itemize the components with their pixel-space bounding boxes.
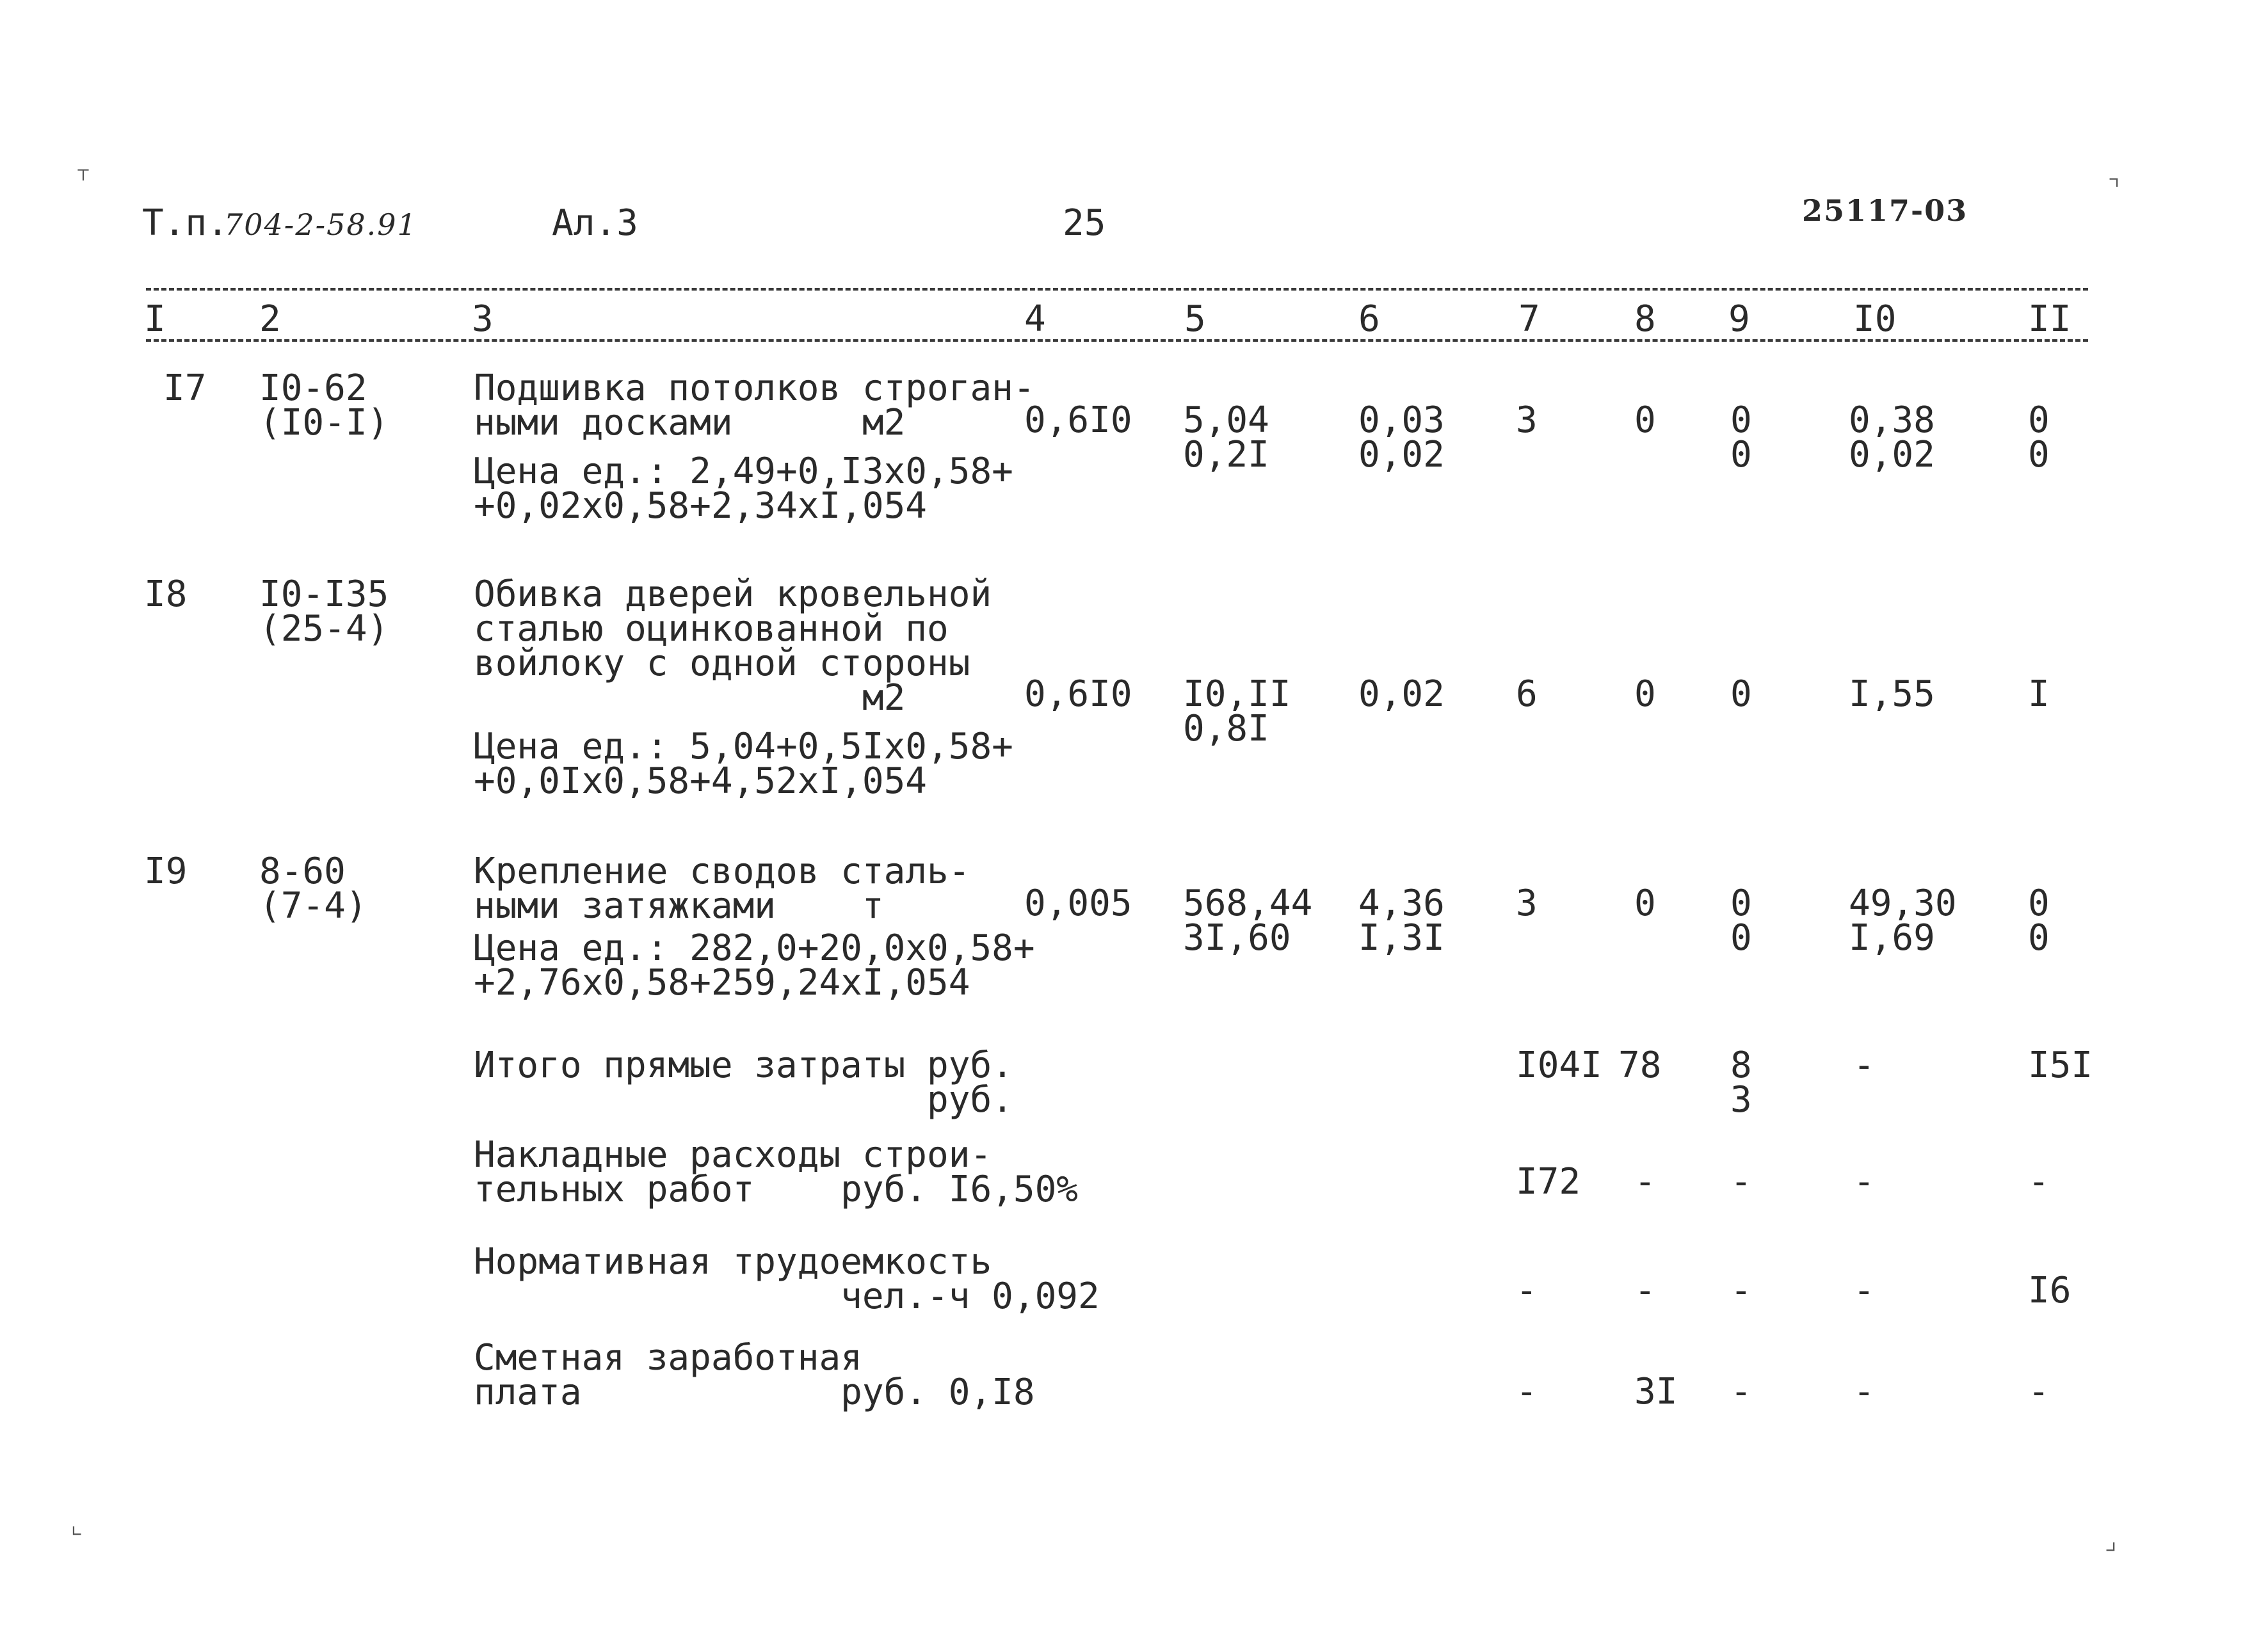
row-col9: 0 0 (1730, 883, 1752, 959)
row-col10: I,55 (1849, 673, 1935, 715)
summary-col9: - (1730, 1161, 1752, 1203)
row-col8: 0 (1634, 399, 1656, 441)
col-header-9: 9 (1728, 298, 1750, 340)
doc-prefix: Т.п. (142, 202, 229, 244)
row-col4: 0,005 (1024, 883, 1132, 924)
row-number: I7 (163, 367, 207, 409)
doc-code: 25117-03 (1802, 193, 1968, 228)
row-number: I8 (144, 573, 188, 615)
summary-col7: - (1516, 1371, 1538, 1413)
summary-col7: I04I (1516, 1045, 1602, 1086)
row-col7: 3 (1516, 399, 1538, 441)
summary-col8: - (1634, 1270, 1656, 1311)
col-header-11: II (2028, 298, 2071, 340)
row-description: Обивка дверей кровельной сталью оцинкованной по войлоку с одной стороны м2 (474, 573, 992, 719)
summary-label: Накладные расходы строи- тельных работ руб. I6,50% (474, 1134, 1079, 1210)
row-col4: 0,6I0 (1024, 673, 1132, 715)
summary-col11: I6 (2028, 1270, 2071, 1311)
summary-col7: I72 (1516, 1161, 1581, 1203)
corner-mark-top-right: ⌝ (2106, 173, 2122, 202)
row-col9: 0 0 (1730, 399, 1752, 476)
row-col7: 3 (1516, 883, 1538, 924)
col-header-10: I0 (1853, 298, 1897, 340)
row-col6: 4,36 I,3I (1358, 883, 1445, 959)
row-col6: 0,03 0,02 (1358, 399, 1445, 476)
col-header-7: 7 (1518, 298, 1540, 340)
col-header-1: I (144, 298, 166, 340)
col-header-2: 2 (259, 298, 281, 340)
col-header-8: 8 (1634, 298, 1656, 340)
col-header-5: 5 (1184, 298, 1206, 340)
row-col5: I0,II 0,8I (1183, 673, 1291, 749)
col-header-4: 4 (1024, 298, 1046, 340)
summary-col8: - (1634, 1161, 1656, 1203)
row-col10: 49,30 I,69 (1849, 883, 1957, 959)
row-code: 8-60 (7-4) (259, 851, 367, 927)
row-col5: 5,04 0,2I (1183, 399, 1269, 476)
summary-col11: - (2028, 1161, 2050, 1203)
row-col11: 0 0 (2028, 883, 2050, 959)
summary-col10: - (1853, 1371, 1875, 1413)
project-number: 704-2-58.91 (224, 207, 417, 242)
row-col8: 0 (1634, 883, 1656, 924)
row-unit-price: Цена ед.: 282,0+20,0x0,58+ +2,76x0,58+259,24xI,054 (474, 927, 1035, 1004)
row-col11: I (2028, 673, 2050, 715)
corner-mark-bottom-left: ⌞ (69, 1510, 85, 1540)
row-col7: 6 (1516, 673, 1538, 715)
header-rule-bottom (146, 339, 2088, 342)
summary-col11: I5I (2028, 1045, 2093, 1086)
summary-col9: 8 3 (1730, 1045, 1752, 1121)
row-col6: 0,02 (1358, 673, 1445, 715)
header-rule-top (146, 288, 2088, 291)
summary-col9: - (1730, 1371, 1752, 1413)
row-col9: 0 (1730, 673, 1752, 715)
summary-col10: - (1853, 1045, 1875, 1086)
col-header-6: 6 (1358, 298, 1380, 340)
summary-col10: - (1853, 1270, 1875, 1311)
summary-col8: 3I (1634, 1371, 1678, 1413)
row-number: I9 (144, 851, 188, 892)
summary-col7: - (1516, 1270, 1538, 1311)
col-header-3: 3 (472, 298, 494, 340)
page-number: 25 (1063, 202, 1106, 244)
summary-col8: 78 (1618, 1045, 1662, 1086)
row-unit-price: Цена ед.: 5,04+0,5Ix0,58+ +0,0Ix0,58+4,52xI,054 (474, 726, 1013, 802)
summary-col9: - (1730, 1270, 1752, 1311)
row-col4: 0,6I0 (1024, 399, 1132, 441)
summary-col11: - (2028, 1371, 2050, 1413)
row-col11: 0 0 (2028, 399, 2050, 476)
row-code: I0-62 (I0-I) (259, 367, 389, 444)
row-col5: 568,44 3I,60 (1183, 883, 1313, 959)
summary-col10: - (1853, 1161, 1875, 1203)
row-col10: 0,38 0,02 (1849, 399, 1935, 476)
row-description: Крепление сводов сталь- ными затяжками т (474, 851, 970, 927)
summary-label: Нормативная трудоемкость чел.-ч 0,092 (474, 1241, 1100, 1317)
row-description: Подшивка потолков строган- ными досками м2 (474, 367, 1035, 444)
row-unit-price: Цена ед.: 2,49+0,I3x0,58+ +0,02x0,58+2,34xI,054 (474, 451, 1013, 527)
summary-label: Итого прямые затраты руб. руб. (474, 1045, 1013, 1121)
album-label: Ал.3 (552, 202, 638, 244)
corner-mark-top-left: ⸆ (77, 164, 90, 194)
corner-mark-bottom-right: ⌟ (2103, 1526, 2119, 1556)
row-col8: 0 (1634, 673, 1656, 715)
summary-label: Сметная заработная плата руб. 0,I8 (474, 1337, 1035, 1413)
row-code: I0-I35 (25-4) (259, 573, 389, 650)
